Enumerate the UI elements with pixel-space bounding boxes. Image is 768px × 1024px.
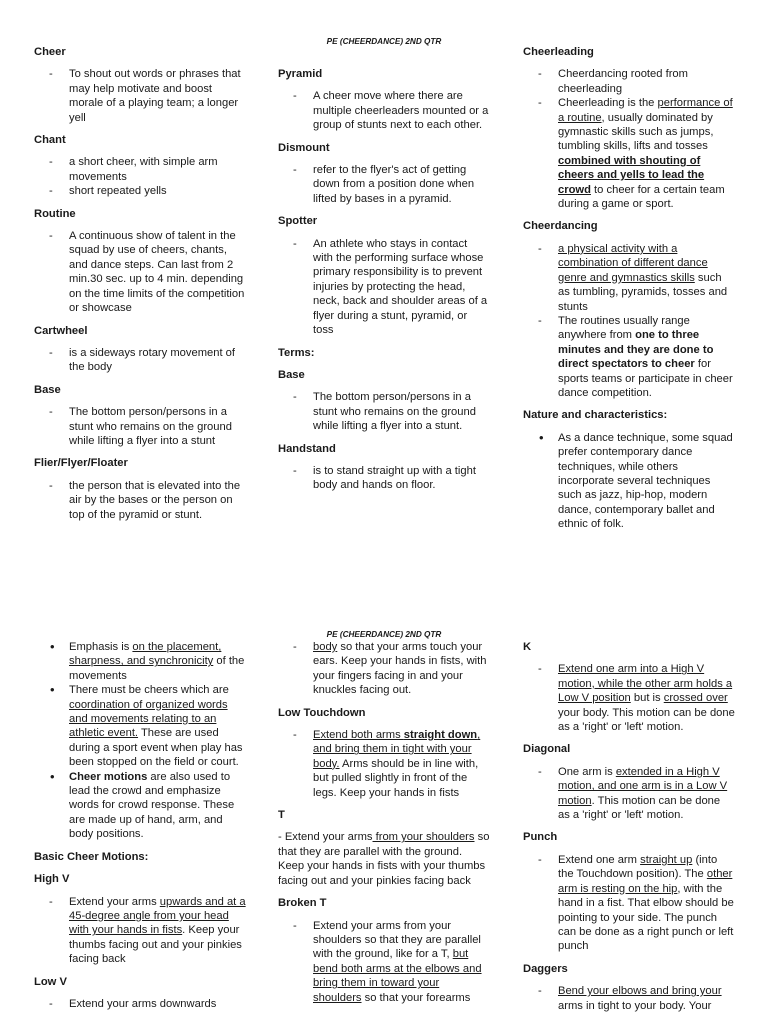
chant-definition [34,155,246,198]
list-item: - Cheerdancing rooted from cheerleading [523,67,735,96]
list-item [34,640,246,683]
underlined-text: from your shoulders [372,831,475,844]
list-item: - Extend your arms downwards [34,997,246,1011]
text-run: Extend one arm [558,853,641,866]
list-item [523,314,735,400]
list-item [34,683,246,769]
list-item: - refer to the flyer's act of getting down from a position done when lifted by bases in a pyramid. [278,163,490,206]
term-heading-pyramid: Pyramid [278,68,323,80]
cheerleading-definition [523,67,735,211]
top-column-2 [278,67,490,501]
underlined-text: straight up [640,853,693,866]
bold-text: one to three minutes and they are done to direct spectators to cheer [558,329,714,371]
list-item [523,765,735,823]
text-run: Arms should be in line with, but pulled slightly in front of the legs. Keep your hands in fists [313,757,479,799]
text-run: , usually dominated by gymnastic skills such as jumps, tumbling skills, lifts and tosses [558,111,714,153]
motion-heading-low-touchdown: Low Touchdown [278,706,366,719]
motion-heading-broken-t: Broken T [278,897,327,910]
list-item: - short repeated yells [34,184,246,198]
term-heading-base-2: Base [278,368,305,381]
term-heading-base: Base [34,383,61,396]
nature-list [523,431,735,532]
bold-text: Cheer motions [69,770,148,783]
diagonal-definition [523,765,735,823]
underlined-text: crossed over [663,692,728,705]
motion-heading-low-v: Low V [34,975,67,988]
dismount-definition [278,163,490,206]
text-run: are also used to lead the crowd and emphasize words for crowd response. These are made up of hand, arm, and body positions. [69,770,235,841]
text-run: such as tumbling, pyramids, tosses and stunts [558,271,728,313]
list-item [523,853,735,954]
pyramid-definition [278,89,490,132]
list-item [523,662,735,734]
underlined-text: , and bring them in tight with your body. [313,729,481,770]
bold-underlined-text: straight down [403,729,478,742]
list-item: - The bottom person/persons in a stunt who remains on the ground while lifting a flyer into a stunt. [278,390,490,433]
underlined-text: Bend your elbows and bring your [558,985,722,998]
text-run: One arm is [558,765,616,778]
top-column-3 [523,45,735,540]
handstand-definition [278,464,490,493]
text-run: . This motion can be done as a 'right' or 'left' motion. [558,794,721,822]
text-run: These are used during a sport event when play has been stopped on the field or court. [69,727,243,769]
list-item: - the person that is elevated into the air by the bases or the person on top of the pyramid or stunt. [34,479,246,522]
bottom-column-3 [523,640,735,1021]
page-header-bottom: PE (CHEERDANCE) 2ND QTR [326,630,442,639]
bottom-column-2 [278,640,490,1013]
term-heading-spotter: Spotter [278,215,318,228]
term-heading-cheerdancing: Cheerdancing [523,220,598,233]
underlined-text: a physical activity with a combination of different dance genre and gymnastics skills [558,242,708,284]
text-run: . Keep your thumbs facing out and your pinkies facing back [69,924,242,966]
text-run: so that your arms touch your ears. Keep your hands in fists, with your fingers facing in and your knuckles facing out. [313,641,487,697]
broken-t-definition [278,919,490,1005]
term-heading-cheer: Cheer [34,46,66,58]
underlined-text: Extend one arm into a High V motion, while the other arm holds a Low V position [558,663,733,705]
list-item: - a short cheer, with simple arm movements [34,155,246,184]
punch-definition [523,853,735,954]
text-run: your body. This motion can be done as a 'right' or 'left' motion. [558,706,735,734]
list-item: • As a dance technique, some squad prefer contemporary dance techniques, while others incorporate several techniques such as jazz, hip-hop, modern dance, contemporary ballet and ethnic of folk. [523,431,735,532]
nature-heading: Nature and characteristics: [523,409,668,422]
underlined-text: upwards and at a 45-degree angle from your head with your hands in fists [69,895,246,937]
list-item: - An athlete who stays in contact with the performing surface whose primary responsibility is to prevent injuries by protecting the head, neck, back and shoulder areas of a flyer during a stunt, pyramid, or toss [278,237,490,338]
bold-underlined-text: combined with shouting of cheers and yells to lead the crowd [558,154,705,196]
text-run: The routines usually range anywhere from [558,314,690,342]
continued-definition [278,640,490,698]
flier-definition [34,479,246,522]
spotter-definition [278,237,490,338]
routine-definition [34,229,246,315]
list-item [523,242,735,314]
list-item-continued [278,640,490,698]
text-run: , with the hand in a fist. That elbow should be pointing to your side. The punch can be done as a right punch or left punch [558,882,734,953]
basic-motions-heading: Basic Cheer Motions: [34,850,149,863]
cheer-definition [34,67,246,125]
underlined-text: on the placement, sharpness, and synchronicity [69,641,222,668]
underlined-text: Extend both arms [313,729,404,742]
term-heading-handstand: Handstand [278,442,336,455]
motion-heading-diagonal: Diagonal [523,743,571,756]
page-header-top: PE (CHEERDANCE) 2ND QTR [326,37,442,46]
list-item: - is to stand straight up with a tight body and hands on floor. [278,464,490,493]
k-definition [523,662,735,734]
text-run: Extend your arms [69,895,160,908]
bottom-column-1 [34,640,246,1019]
top-column-1 [34,45,246,530]
underlined-text: but bend both arms at the elbows and bring them in toward your shoulders [313,948,482,1004]
text-run: - Extend your arms [278,831,373,844]
text-run: (into the Touchdown position). The [558,853,718,881]
underlined-text: body [313,641,338,653]
motion-heading-high-v: High V [34,873,70,886]
underlined-text: coordination of organized words and movements relating to an athletic event. [69,698,228,740]
term-heading-dismount: Dismount [278,141,330,154]
term-heading-routine: Routine [34,207,76,220]
text-run: Emphasis is [69,641,133,653]
list-item [523,984,735,1013]
term-heading-cheerleading: Cheerleading [523,46,594,58]
cartwheel-definition [34,346,246,375]
list-item: - A cheer move where there are multiple cheerleaders mounted or a group of stunts next to each other. [278,89,490,132]
motion-heading-k: K [523,641,532,653]
text-run: for sports teams or participate in cheer dance competition. [558,358,733,399]
text-run: arms in tight to your body. Your [558,999,712,1012]
base-definition [34,405,246,448]
terms-heading: Terms: [278,346,315,359]
list-item: - The bottom person/persons in a stunt who remains on the ground while lifting a flyer into a stunt [34,405,246,448]
list-item: - To shout out words or phrases that may help motivate and boost morale of a playing team; a longer yell [34,67,246,125]
list-item [278,919,490,1005]
characteristics-list [34,640,246,842]
term-heading-chant: Chant [34,134,66,147]
motion-heading-t: T [278,809,285,822]
list-item: - is a sideways rotary movement of the body [34,346,246,375]
list-item [34,770,246,842]
list-item [523,96,735,211]
term-heading-flier: Flier/Flyer/Floater [34,457,128,470]
list-item [278,728,490,800]
underlined-text: performance of a routine [558,97,733,124]
text-run: There must be cheers which are [69,684,229,697]
high-v-definition [34,895,246,967]
motion-heading-daggers: Daggers [523,962,568,975]
text-run: so that your forearms [361,991,471,1004]
base-definition-2 [278,390,490,433]
low-touchdown-definition [278,728,490,800]
cheerdancing-definition [523,242,735,400]
motion-heading-punch: Punch [523,831,558,844]
list-item [34,895,246,967]
low-v-definition [34,997,246,1011]
text-run: so that they are parallel with the ground. Keep your hands in fists with your thumbs facing out and your pinkies facing back [278,831,490,887]
term-heading-cartwheel: Cartwheel [34,324,88,337]
underlined-text: extended in a High V motion, and one arm is in a Low V motion [558,765,728,807]
text-run: to cheer for a certain team during a game or sport. [558,183,725,211]
t-definition [278,830,490,888]
list-item: - A continuous show of talent in the squad by use of cheers, chants, and dance steps. Can last from 2 min.30 sec. up to 4 min. depending on the time limits of the competition or showcase [34,229,246,315]
text-run: Extend your arms from your shoulders so that they are parallel with the ground, like for a T, [313,919,481,961]
text-run: of the movements [69,655,245,682]
text-run: but is [630,692,664,705]
daggers-definition [523,984,735,1013]
text-run: Cheerleading is the [558,97,658,110]
underlined-text: other arm is resting on the hip [558,868,733,895]
